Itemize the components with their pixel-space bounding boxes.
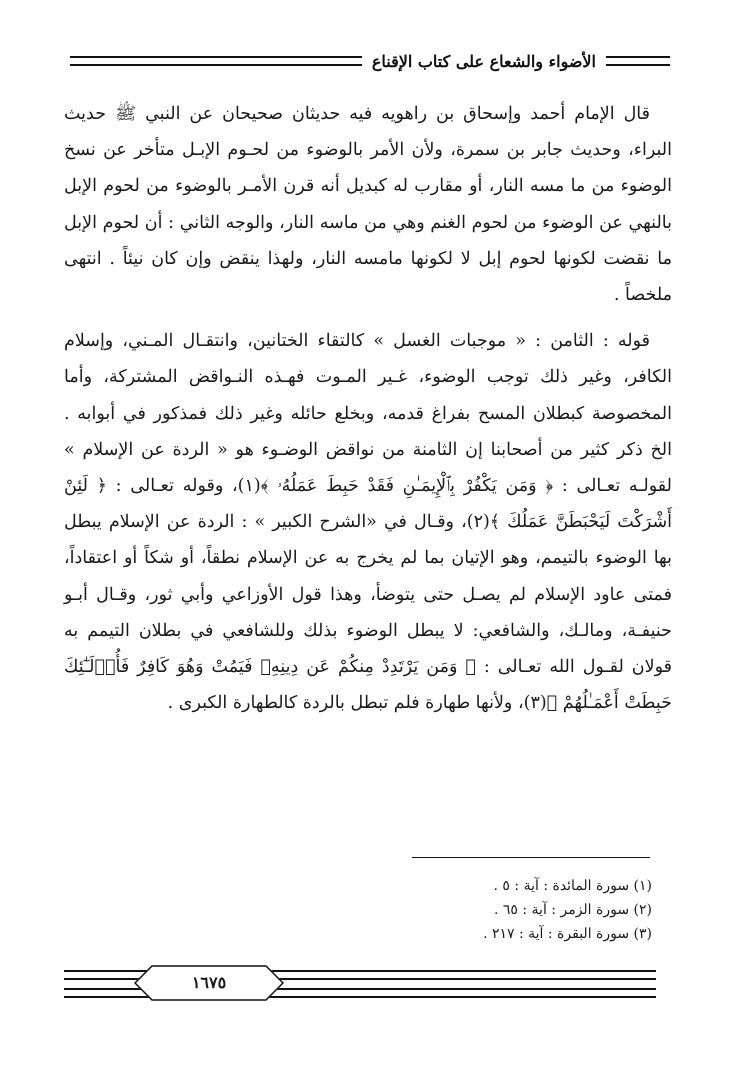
footnote-3: (٣) سورة البقرة : آية : ٢١٧ . bbox=[483, 926, 652, 942]
running-header bbox=[70, 46, 670, 76]
footnote-1: (١) سورة المائدة : آية : ٥ . bbox=[493, 878, 652, 894]
header-rule-left bbox=[70, 56, 362, 66]
footnote-2: (٢) سورة الزمر : آية : ٦٥ . bbox=[493, 902, 652, 918]
footnote-separator bbox=[412, 857, 650, 858]
header-title: الأضواء والشعاع على كتاب الإقناع bbox=[371, 51, 596, 71]
paragraph: قوله : الثامن : « موجبات الغسل » كالتقاء الختانين، وانتقـال المـني، وإسلام الكافر، وغير ذلك توجب الوضوء، غـير المـوت فهـذه النـواقض المشتركة، وأما المخصوصة كبطلان المسح بفراغ قدمه، وبخلع حائله وغير ذلك فمذكور في أبوابه . الخ ذكر كثير من أصحابنا إن الثامنة من نواقض الوضـوء هو « الردة عن الإسلام » لقولـه تعـالى : ﴿ وَمَن يَكْفُرْ بِٱلْإِيمَـٰنِ فَقَدْ حَبِطَ عَمَلُهُۥ ﴾(١)، وقوله تعـالى : ﴿ لَئِنْ أَشْرَكْتَ لَيَحْبَطَنَّ عَمَلُكَ ﴾(٢)، وقـال في «الشرح الكبير » : الردة عن الإسلام يبطل بها الوضوء بالتيمم، وهو الإتيان بما لم يخرج به عن الإسلام نطقاً، أو شكاً أو اعتقاداً، فمتى عاود الإسلام لم يصـل حتى يتوضأ، وهذا قول الأوزاعي وأبي ثور، وقـال أبـو حنيفـة، ومالـك، والشافعي: لا يبطل الوضوء بذلك وللشافعي في بطلان التيمم به قولان لقـول الله تعـالى : ﴿ وَمَن يَرْتَدِدْ مِنكُمْ عَن دِينِهِۦ فَيَمُتْ وَهُوَ كَافِرٌ فَأُو۟لَـٰٓئِكَ حَبِطَتْ أَعْمَـٰلُهُمْ ﴾(٣)، ولأنها طهارة فلم تبطل بالردة كالطهارة الكبرى . bbox=[64, 331, 672, 714]
page-number: ١٦٧٥ bbox=[191, 973, 227, 992]
header-rule-right bbox=[606, 56, 670, 66]
paragraph: قال الإمام أحمد وإسحاق بن راهويه فيه حديثان صحيحان عن النبي ﷺ حديث البراء، وحديث جابر بن سمرة، ولأن الأمر بالوضوء من لحـوم الإبـل متأخر عن نسخ الوضوء من ما مسه النار، أو مقارب له كبديل أنه قرن الأمـر بالوضوء من لحوم الإبل بالنهي عن الوضوء من لحوم الغنم وهي من ماسه النار، والوجه الثاني : أن لحوم الإبل ما نقضت لكونها لحوم إبل لا لكونها مامسه النار، ولهذا ينقض وإن كان نيئاً . انتهى ملخصاً . bbox=[64, 104, 672, 306]
page-footer bbox=[64, 965, 656, 1005]
footnotes bbox=[200, 874, 652, 946]
main-text bbox=[64, 96, 672, 721]
